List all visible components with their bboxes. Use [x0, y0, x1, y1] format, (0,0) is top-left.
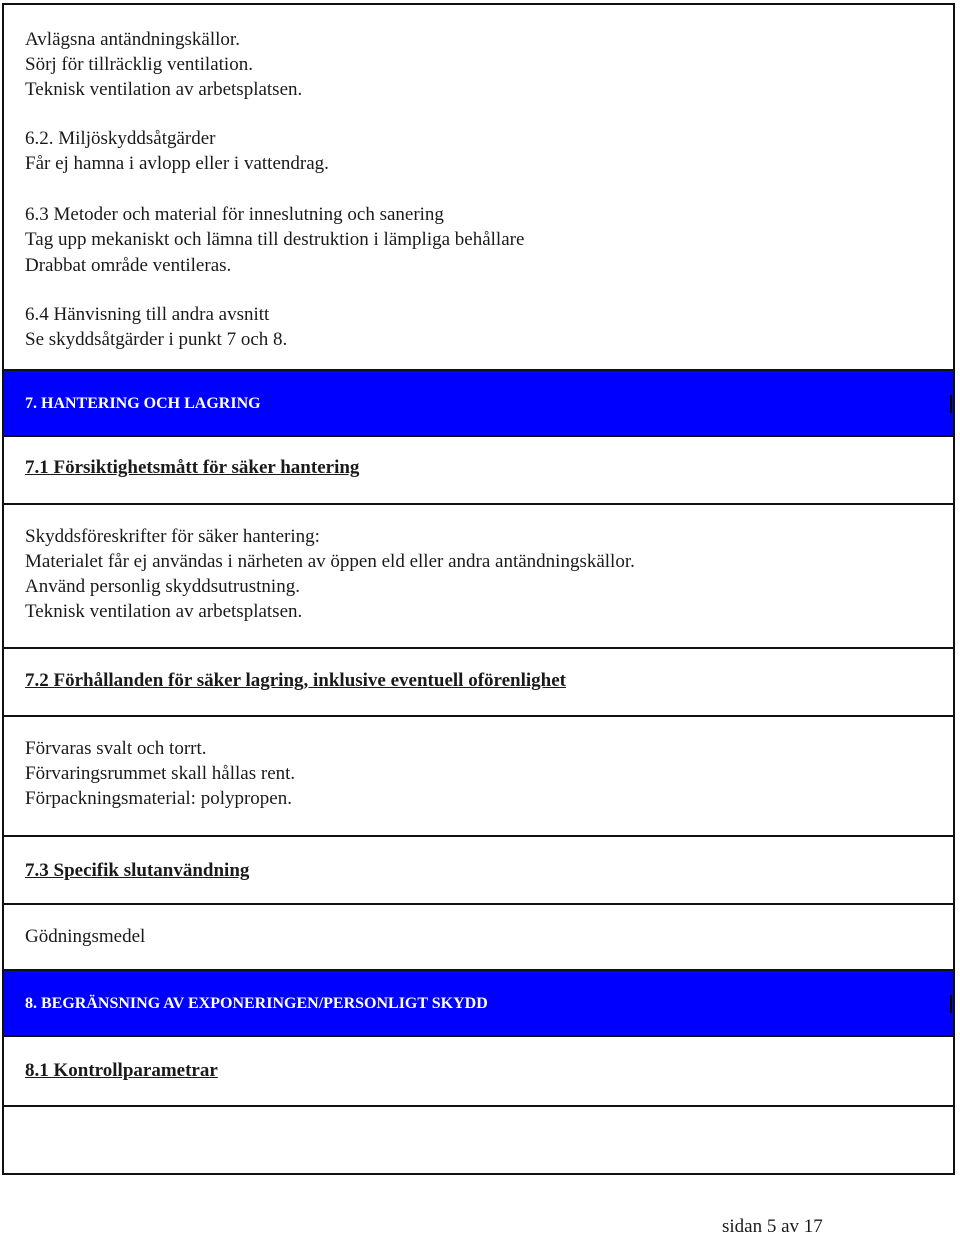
text-line: Skyddsföreskrifter för säker hantering:	[25, 526, 320, 547]
subsection-6-3-line: Drabbat område ventileras.	[25, 255, 232, 276]
subsection-6-4-title: 6.4 Hänvisning till andra avsnitt	[25, 304, 270, 325]
section-7-title: 7. HANTERING OCH LAGRING	[25, 395, 261, 412]
subsection-7-1-body	[4, 505, 953, 649]
text-line: Förvaringsrummet skall hållas rent.	[25, 763, 296, 784]
subsection-6-4-text: Se skyddsåtgärder i punkt 7 och 8.	[25, 329, 288, 350]
bar-edge-mark	[950, 995, 952, 1013]
subsection-7-1-title: 7.1 Försiktighetsmått för säker hantering	[25, 457, 360, 478]
subsection-6-2-title: 6.2. Miljöskyddsåtgärder	[25, 128, 216, 149]
text-line: Sörj för tillräcklig ventilation.	[25, 54, 253, 75]
subsection-8-1-header	[4, 1037, 953, 1107]
text-line: Teknisk ventilation av arbetsplatsen.	[25, 79, 303, 100]
bar-edge-mark	[950, 395, 952, 413]
section-6-continued	[4, 5, 953, 371]
text-line: Avlägsna antändningskällor.	[25, 29, 240, 50]
text-line: Materialet får ej användas i närheten av öppen eld eller andra antändningskällor.	[25, 551, 635, 572]
text-line: Teknisk ventilation av arbetsplatsen.	[25, 601, 303, 622]
subsection-6-3-title: 6.3 Metoder och material för inneslutning och sanering	[25, 204, 444, 225]
text-line: Förvaras svalt och torrt.	[25, 738, 207, 759]
text-line: Gödningsmedel	[25, 926, 146, 947]
section-7-header-bar	[4, 371, 953, 437]
subsection-8-1-title: 8.1 Kontrollparametrar	[25, 1060, 218, 1081]
subsection-7-3-header	[4, 837, 953, 905]
subsection-8-1-body	[4, 1107, 953, 1173]
subsection-6-3-line: Tag upp mekaniskt och lämna till destruktion i lämpliga behållare	[25, 229, 525, 250]
text-line: Använd personlig skyddsutrustning.	[25, 576, 300, 597]
subsection-7-2-body	[4, 717, 953, 837]
subsection-6-2-text: Får ej hamna i avlopp eller i vattendrag.	[25, 153, 329, 174]
subsection-7-1-header	[4, 437, 953, 505]
text-line: Förpackningsmaterial: polypropen.	[25, 788, 292, 809]
page-number: sidan 5 av 17	[722, 1216, 823, 1237]
subsection-7-3-title: 7.3 Specifik slutanvändning	[25, 860, 250, 881]
subsection-7-2-title: 7.2 Förhållanden för säker lagring, inklusive eventuell oförenlighet	[25, 670, 566, 691]
subsection-7-3-body	[4, 905, 953, 971]
section-8-title: 8. BEGRÄNSNING AV EXPONERINGEN/PERSONLIGT SKYDD	[25, 995, 488, 1012]
section-8-header-bar	[4, 971, 953, 1037]
subsection-7-2-header	[4, 649, 953, 717]
document-page	[2, 3, 955, 1175]
